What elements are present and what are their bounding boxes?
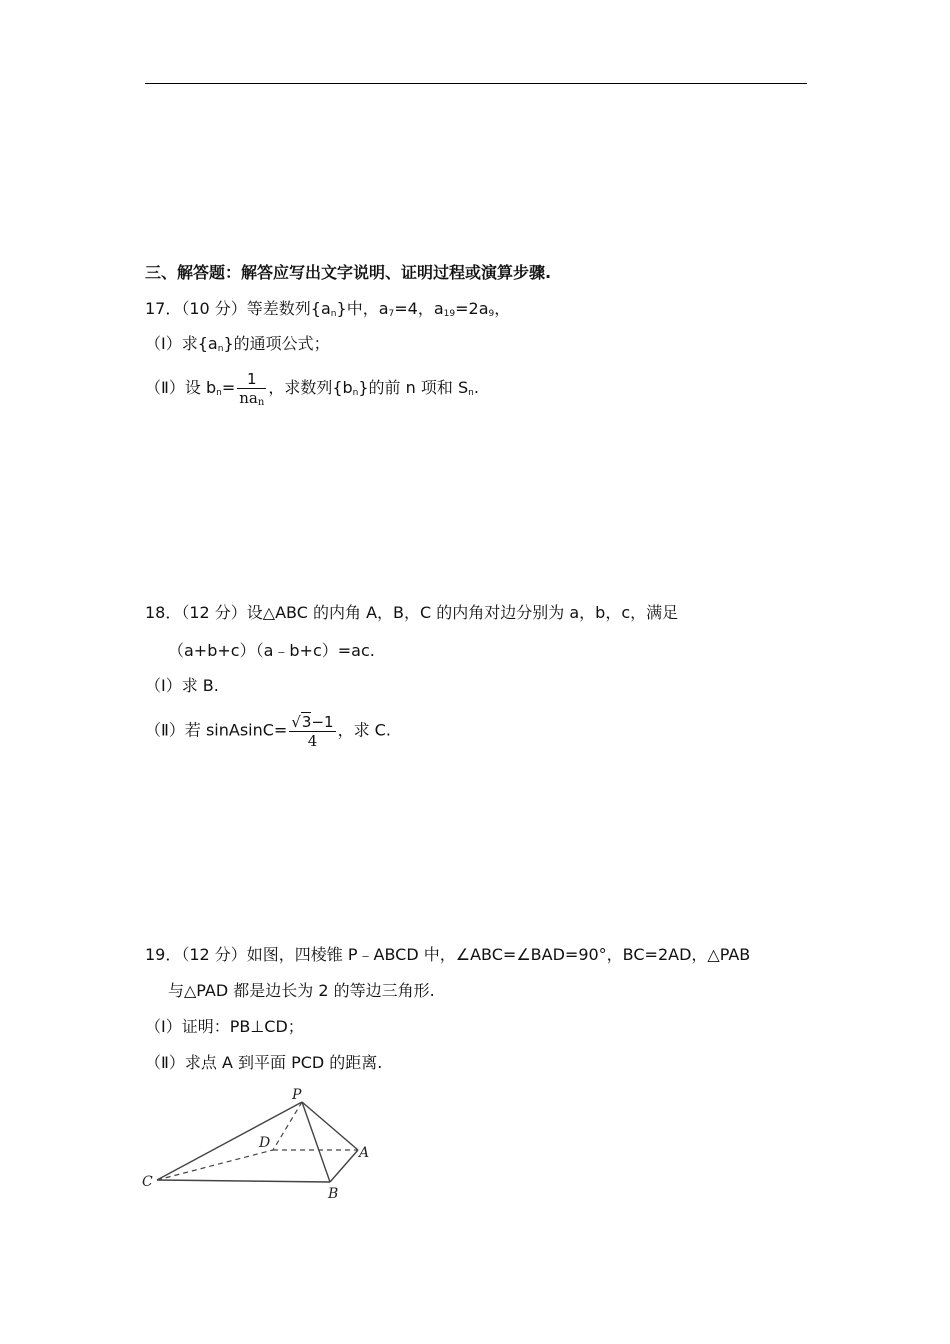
section-title: 三、解答题：解答应写出文字说明、证明过程或演算步骤. bbox=[145, 263, 552, 282]
q17-sub: 7 bbox=[388, 309, 395, 319]
header-rule bbox=[145, 83, 807, 84]
q18-part2 bbox=[145, 712, 391, 750]
label-A: A bbox=[359, 1145, 370, 1161]
q17-sub: n bbox=[216, 388, 222, 398]
q19-part1: （Ⅰ）证明：PB⊥CD； bbox=[145, 1017, 304, 1036]
q17-sub: n bbox=[257, 397, 265, 408]
q17-sub: n bbox=[352, 388, 359, 398]
label-B: B bbox=[328, 1186, 339, 1202]
label-C: C bbox=[142, 1174, 153, 1190]
numerator-rest: −1 bbox=[311, 713, 334, 731]
q18-part2-text: （Ⅱ）若 sinAsinC= bbox=[145, 720, 288, 740]
q19-stem-line2: 与△PAD 都是边长为 2 的等边三角形. bbox=[168, 981, 435, 1000]
edge-BA bbox=[330, 1150, 358, 1182]
fraction-numerator: 1 bbox=[247, 370, 257, 388]
q17-part2-text: . bbox=[473, 378, 479, 397]
label-D: D bbox=[259, 1135, 271, 1151]
edge-CB bbox=[157, 1180, 330, 1182]
q18-stem bbox=[145, 602, 678, 624]
q17-sub: 19 bbox=[443, 309, 456, 319]
q17-stem-text: ， bbox=[494, 299, 511, 318]
q17-part1-text: }的通项公式； bbox=[223, 334, 330, 353]
q17-part1-text: （Ⅰ）求{a bbox=[145, 334, 218, 353]
q17-sub: 9 bbox=[488, 309, 495, 319]
fraction-denominator: 4 bbox=[289, 731, 335, 750]
q18-stem-line2: （a+b+c）（a﹣b+c）=ac. bbox=[168, 641, 375, 660]
q18-part2-text: ，求 C. bbox=[337, 720, 391, 740]
q17-part2-text: }的前 n 项和 S bbox=[358, 378, 469, 397]
q17-sub: n bbox=[468, 388, 474, 398]
q18-fraction bbox=[289, 712, 335, 750]
q17-sub: n bbox=[217, 344, 224, 354]
q17-fraction bbox=[237, 370, 266, 407]
q18-stem-text: 18．（12 分）设△ABC 的内角 A，B，C 的内角对边分别为 a，b，c，满足 bbox=[145, 603, 679, 622]
q17-stem-text: =2a bbox=[455, 299, 489, 318]
label-P: P bbox=[292, 1087, 302, 1103]
q17-stem bbox=[145, 298, 510, 320]
radicand: 3 bbox=[301, 713, 312, 731]
q18-part1: （Ⅰ）求 B. bbox=[145, 676, 219, 695]
q17-part2 bbox=[145, 370, 479, 407]
fraction-numerator: √3−1 bbox=[291, 713, 334, 731]
fraction-denominator-text: na bbox=[239, 389, 258, 407]
q17-part2-text: （Ⅱ）设 b bbox=[145, 378, 217, 397]
edge-PC bbox=[157, 1102, 302, 1180]
q17-stem-text: =4，a bbox=[394, 299, 444, 318]
edge-CD-hidden bbox=[157, 1150, 273, 1180]
q17-part2-text: = bbox=[221, 378, 236, 397]
pyramid-figure bbox=[140, 1085, 390, 1205]
q17-stem-text: }中，a bbox=[336, 299, 389, 318]
q17-sub: n bbox=[330, 309, 337, 319]
fraction-denominator bbox=[237, 388, 266, 407]
q19-stem: 19．（12 分）如图，四棱锥 P﹣ABCD 中，∠ABC=∠BAD=90°，BC=2AD，△PAB bbox=[145, 945, 751, 964]
q19-part2: （Ⅱ）求点 A 到平面 PCD 的距离. bbox=[145, 1053, 383, 1072]
q17-stem-text: 17．（10 分）等差数列{a bbox=[145, 299, 331, 318]
q17-part2-text: ，求数列{b bbox=[268, 378, 353, 397]
q17-part1 bbox=[145, 333, 330, 355]
